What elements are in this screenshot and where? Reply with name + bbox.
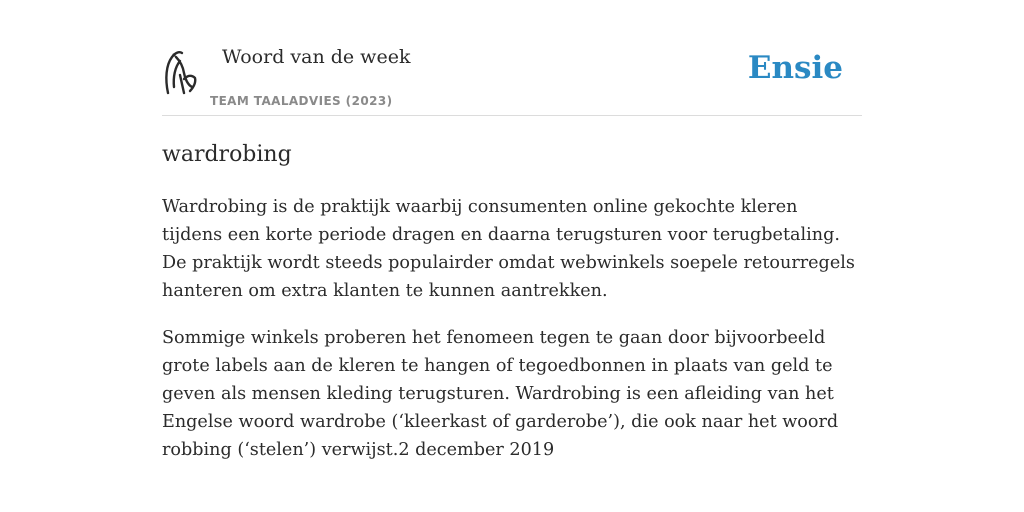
category-label: Woord van de week: [222, 46, 411, 68]
headword-title: wardrobing: [162, 142, 292, 167]
publication-date: 2 december 2019: [398, 440, 555, 460]
article-header: [162, 40, 862, 116]
author-label: TEAM TAALADVIES (2023): [210, 94, 393, 108]
taalunie-lion-logo-icon: [162, 49, 198, 95]
definition-paragraph-2: [162, 324, 862, 464]
definition-paragraph-1: Wardrobing is de praktijk waarbij consumenten online gekochte kleren tijdens een korte periode dragen en daarna terugsturen voor terugbetaling. De praktijk wordt steeds populairder omdat webwinkels soepele retourregels hanteren om extra klanten te kunnen aantrekken.: [162, 197, 855, 301]
ensie-brand-link[interactable]: Ensie: [747, 50, 843, 86]
article-card: [162, 40, 862, 464]
paragraph-2-text: Sommige winkels proberen het fenomeen tegen te gaan door bijvoorbeeld grote labels aan de kleren te hangen of tegoedbonnen in plaats van geld te geven als mensen kleding terugsturen. Wardrobing is een afleiding van het Engelse woord wardrobe (‘kleerkast of garderobe’), die ook naar het woord robbing (‘stelen’) verwijst.: [162, 328, 839, 460]
